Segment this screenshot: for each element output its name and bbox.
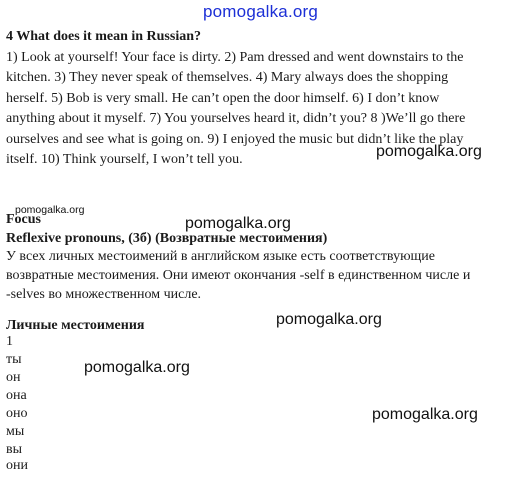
focus-text xyxy=(6,247,470,304)
watermark-small: pomogalka.org xyxy=(15,204,85,216)
watermark: pomogalka.org xyxy=(376,143,482,160)
pronoun-item: мы xyxy=(6,424,25,439)
exercise-line: anything about it myself. 7) You yourselves heard it, didn’t you? 8 )We’ll go there xyxy=(6,111,466,127)
pronoun-number: 1 xyxy=(6,334,13,349)
pronoun-item: ты xyxy=(6,352,22,367)
watermark: pomogalka.org xyxy=(372,406,478,423)
watermark: pomogalka.org xyxy=(276,311,382,328)
pronoun-item: вы xyxy=(6,442,23,457)
pronoun-item: оно xyxy=(6,406,28,421)
pronouns-heading: Личные местоимения xyxy=(6,318,145,333)
focus-line: У всех личных местоимений в английском языке есть соответствующие xyxy=(6,249,436,264)
exercise-text xyxy=(6,48,465,170)
exercise-line: kitchen. 3) They never speak of themselves. 4) Mary always does the shopping xyxy=(6,70,449,86)
exercise-line: herself. 5) Bob is very small. He can’t open the door himself. 6) I don’t know xyxy=(6,90,440,106)
exercise-line: itself. 10) Think yourself, I won’t tell you. xyxy=(6,152,243,168)
focus-label: Focus xyxy=(6,212,41,227)
focus-line: -selves во множественном числе. xyxy=(6,287,202,302)
exercise-line: 1) Look at yourself! Your face is dirty. 2) Pam dressed and went downstairs to the xyxy=(6,50,464,65)
watermark-header: pomogalka.org xyxy=(203,2,319,21)
focus-title: Reflexive pronouns, (3б) (Возвратные местоимения) xyxy=(6,231,328,246)
pronoun-item: она xyxy=(6,388,27,403)
exercise-line: ourselves and see what is going on. 9) I enjoyed the music but didn’t like the play xyxy=(6,131,464,147)
pronoun-item: они xyxy=(6,458,28,473)
watermark: pomogalka.org xyxy=(185,215,291,232)
pronoun-item: он xyxy=(6,370,21,385)
watermark: pomogalka.org xyxy=(84,359,190,376)
exercise-heading: 4 What does it mean in Russian? xyxy=(6,29,202,44)
focus-line: возвратные местоимения. Они имеют окончания -self в единственном числе и xyxy=(6,268,471,283)
